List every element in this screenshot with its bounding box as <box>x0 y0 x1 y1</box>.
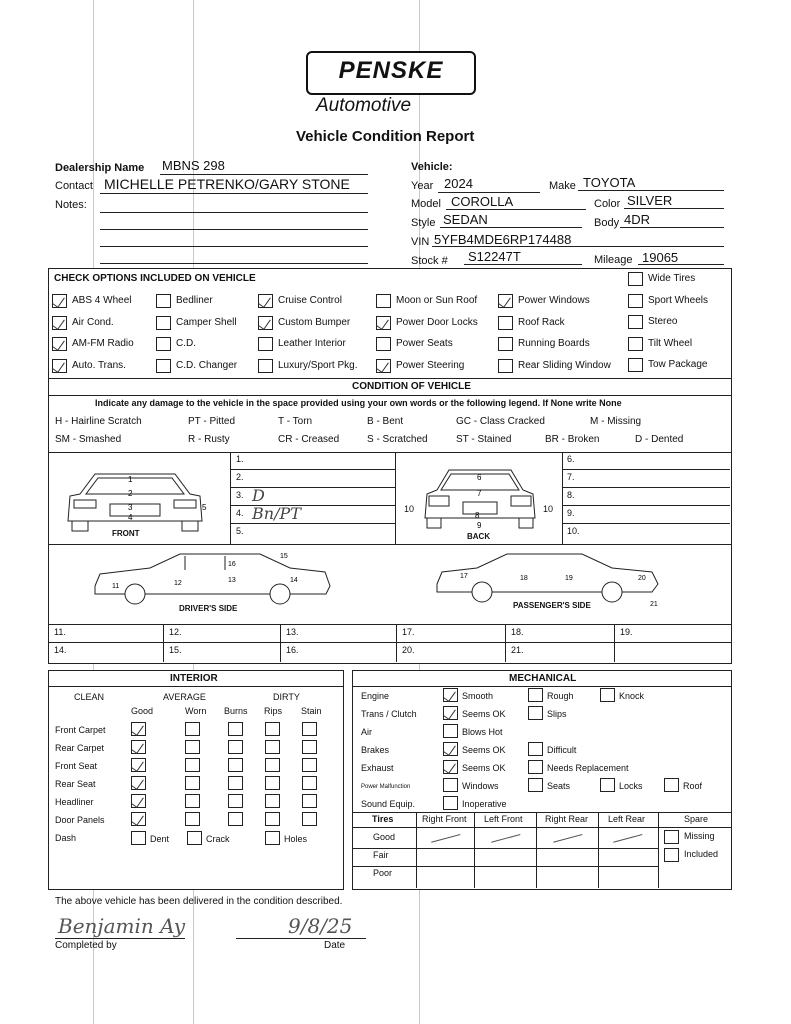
svg-text:8: 8 <box>475 511 480 520</box>
damage-entry: Bn/PT <box>252 504 301 523</box>
option-label-power-steering: Power Steering <box>396 359 465 371</box>
damage-cell: 12. <box>169 627 182 637</box>
svg-text:15: 15 <box>280 553 288 560</box>
tires-header: Spare <box>684 814 709 824</box>
damage-cell: 13. <box>286 627 299 637</box>
option-label-camper-shell: Camper Shell <box>176 316 237 328</box>
date-value: 9/8/25 <box>288 914 353 938</box>
mechanical-checkbox-smooth[interactable] <box>443 688 458 702</box>
interior-col-header: Burns <box>224 706 248 716</box>
legend-item: ST - Stained <box>456 434 512 445</box>
mechanical-row-trans-clutch: Trans / Clutch <box>361 709 417 719</box>
mechanical-row-brakes: Brakes <box>361 745 390 755</box>
option-checkbox-power-seats[interactable] <box>376 337 391 351</box>
option-checkbox-bedliner[interactable] <box>156 294 171 308</box>
interior-row-door-panels: Door Panels <box>55 815 105 825</box>
spare-checkbox-included[interactable] <box>664 848 679 862</box>
svg-text:3: 3 <box>128 503 133 512</box>
interior-checkbox[interactable] <box>228 812 243 826</box>
option-label-wide-tires: Wide Tires <box>648 273 696 284</box>
option-label-leather-interior: Leather Interior <box>278 338 346 350</box>
style-value: SEDAN <box>443 212 488 227</box>
contact-value: MICHELLE PETRENKO/GARY STONE <box>104 176 350 192</box>
mechanical-checkbox-seems-ok[interactable] <box>443 706 458 720</box>
legend-item: GC - Class Cracked <box>456 416 545 427</box>
svg-text:2: 2 <box>128 489 133 498</box>
interior-col-header: Good <box>131 706 154 716</box>
legend-item: PT - Pitted <box>188 416 236 427</box>
interior-checkbox[interactable] <box>228 740 243 754</box>
option-label-power-windows: Power Windows <box>518 295 590 306</box>
mechanical-checkbox-windows[interactable] <box>443 778 458 792</box>
damage-cell: 11. <box>54 627 66 637</box>
option-checkbox-power-door-locks[interactable] <box>376 316 391 330</box>
interior-checkbox[interactable] <box>265 776 280 790</box>
damage-line-number: 8. <box>567 490 575 500</box>
mechanical-checkbox-seems-ok[interactable] <box>443 742 458 756</box>
interior-row-front-seat: Front Seat <box>55 761 98 771</box>
option-checkbox-tilt-wheel[interactable] <box>628 337 643 351</box>
interior-checkbox[interactable] <box>228 776 243 790</box>
mechanical-checkbox-seems-ok[interactable] <box>443 760 458 774</box>
legend-item: R - Rusty <box>188 434 230 445</box>
mechanical-checkbox-difficult[interactable] <box>528 742 543 756</box>
interior-row-dash: Dash <box>55 833 77 843</box>
interior-checkbox[interactable] <box>131 758 146 772</box>
tire-row-good: Good <box>373 832 396 842</box>
spare-checkbox-missing[interactable] <box>664 830 679 844</box>
stock-value: S12247T <box>468 249 521 264</box>
option-checkbox-moon-or-sun-roof[interactable] <box>376 294 391 308</box>
interior-checkbox[interactable] <box>228 722 243 736</box>
marker-10-left: 10 <box>404 504 415 514</box>
svg-text:12: 12 <box>174 580 182 587</box>
vin-value: 5YFB4MDE6RP174488 <box>434 232 572 247</box>
back-label: BACK <box>467 532 491 541</box>
tire-row-fair: Fair <box>373 850 389 860</box>
option-checkbox-stereo[interactable] <box>628 315 643 329</box>
interior-col-header: Rips <box>264 706 283 716</box>
damage-cell: 18. <box>511 627 524 637</box>
svg-text:18: 18 <box>520 575 528 582</box>
tires-header: Left Front <box>484 814 523 824</box>
damage-cell: 21. <box>511 645 524 655</box>
color-value: SILVER <box>627 193 673 208</box>
notes-label: Notes: <box>55 199 87 211</box>
interior-checkbox[interactable] <box>131 794 146 808</box>
interior-row-rear-seat: Rear Seat <box>55 779 96 789</box>
option-checkbox-air-cond[interactable] <box>52 316 67 330</box>
damage-line-number: 2. <box>236 472 244 482</box>
interior-checkbox[interactable] <box>131 812 146 826</box>
option-checkbox-auto-trans[interactable] <box>52 359 67 373</box>
contact-label: Contact <box>55 180 93 192</box>
option-checkbox-leather-interior[interactable] <box>258 337 273 351</box>
option-label-am-fm-radio: AM-FM Radio <box>72 338 134 350</box>
color-label: Color <box>594 198 621 210</box>
options-header: CHECK OPTIONS INCLUDED ON VEHICLE <box>54 273 256 284</box>
spare-option-label: Included <box>684 849 719 859</box>
interior-checkbox[interactable] <box>185 758 200 772</box>
svg-text:1: 1 <box>128 475 133 484</box>
interior-checkbox[interactable] <box>185 812 200 826</box>
tires-header: Left Rear <box>608 814 646 824</box>
svg-text:11: 11 <box>112 583 120 590</box>
option-checkbox-custom-bumper[interactable] <box>258 316 273 330</box>
damage-cell: 17. <box>402 627 415 637</box>
interior-checkbox[interactable] <box>302 758 317 772</box>
mechanical-checkbox-needs-replacement[interactable] <box>528 760 543 774</box>
vehicle-label: Vehicle: <box>411 161 453 173</box>
mechanical-checkbox-roof[interactable] <box>664 778 679 792</box>
interior-checkbox[interactable] <box>131 722 146 736</box>
option-checkbox-am-fm-radio[interactable] <box>52 337 67 351</box>
dash-checkbox-holes[interactable] <box>265 831 280 845</box>
option-checkbox-c-d-changer[interactable] <box>156 359 171 373</box>
year-value: 2024 <box>444 176 473 191</box>
svg-text:6: 6 <box>477 473 482 482</box>
option-checkbox-cruise-control[interactable] <box>258 294 273 308</box>
make-label: Make <box>549 180 576 192</box>
model-label: Model <box>411 198 441 210</box>
interior-row-headliner: Headliner <box>55 797 94 807</box>
option-checkbox-camper-shell[interactable] <box>156 316 171 330</box>
style-label: Style <box>411 217 436 229</box>
option-label-roof-rack: Roof Rack <box>518 316 565 328</box>
interior-checkbox[interactable] <box>302 722 317 736</box>
mechanical-option-label: Seems OK <box>462 709 506 719</box>
body-value: 4DR <box>624 212 651 227</box>
interior-checkbox[interactable] <box>228 758 243 772</box>
legend-item: D - Dented <box>635 434 684 445</box>
interior-checkbox[interactable] <box>265 794 280 808</box>
brand-name: PENSKE <box>338 57 444 84</box>
model-value: COROLLA <box>451 194 514 209</box>
option-label-abs-4-wheel: ABS 4 Wheel <box>72 295 132 306</box>
interior-checkbox[interactable] <box>302 776 317 790</box>
mechanical-checkbox-knock[interactable] <box>600 688 615 702</box>
option-label-air-cond: Air Cond. <box>72 316 114 328</box>
option-checkbox-tow-package[interactable] <box>628 358 643 372</box>
driver-side-label: DRIVER'S SIDE <box>179 604 238 613</box>
mechanical-checkbox-rough[interactable] <box>528 688 543 702</box>
legend-item: S - Scratched <box>367 434 428 445</box>
mechanical-row-power-malfunction: Power Malfunction <box>361 784 411 790</box>
interior-checkbox[interactable] <box>302 794 317 808</box>
damage-line-number: 6. <box>567 454 575 464</box>
brand-sub: Automotive <box>316 95 412 116</box>
dash-option-label: Crack <box>206 834 230 844</box>
date-label: Date <box>324 940 346 951</box>
dealer-name-label: Dealership Name <box>55 162 145 174</box>
damage-line-number: 5. <box>236 526 244 536</box>
legend-item: H - Hairline Scratch <box>55 416 142 427</box>
option-checkbox-running-boards[interactable] <box>498 337 513 351</box>
body-label: Body <box>594 217 620 229</box>
svg-text:16: 16 <box>228 561 236 568</box>
option-label-c-d: C.D. <box>176 338 196 350</box>
option-checkbox-power-steering[interactable] <box>376 359 391 373</box>
mechanical-checkbox-seats[interactable] <box>528 778 543 792</box>
dealer-name-value: MBNS 298 <box>162 158 225 173</box>
svg-text:19: 19 <box>565 575 573 582</box>
interior-checkbox[interactable] <box>302 740 317 754</box>
car-driver-side-diagram <box>90 550 335 606</box>
interior-checkbox[interactable] <box>185 776 200 790</box>
mechanical-checkbox-blows-hot[interactable] <box>443 724 458 738</box>
front-label: FRONT <box>112 529 140 538</box>
interior-scale-label: AVERAGE <box>163 692 206 702</box>
damage-entry: D <box>252 486 265 505</box>
interior-checkbox[interactable] <box>265 740 280 754</box>
delivery-statement: The above vehicle has been delivered in the condition described. <box>55 896 343 907</box>
condition-header: CONDITION OF VEHICLE <box>352 381 471 392</box>
option-label-running-boards: Running Boards <box>518 338 590 350</box>
option-label-power-door-locks: Power Door Locks <box>396 316 478 328</box>
interior-checkbox[interactable] <box>185 740 200 754</box>
condition-instructions: Indicate any damage to the vehicle in the space provided using your own words or the following legend. If None write None <box>95 398 622 408</box>
option-checkbox-wide-tires[interactable] <box>628 272 643 286</box>
option-label-tow-package: Tow Package <box>648 359 708 371</box>
mechanical-option-label: Slips <box>547 709 567 719</box>
car-passenger-side-diagram <box>432 550 664 606</box>
signature: Benjamin Ay <box>58 914 186 938</box>
svg-text:13: 13 <box>228 577 236 584</box>
svg-text:17: 17 <box>460 573 468 580</box>
tires-header: Tires <box>372 814 394 824</box>
marker-10-right: 10 <box>543 504 554 514</box>
mechanical-option-label: Seats <box>547 781 571 791</box>
option-label-power-seats: Power Seats <box>396 338 453 350</box>
option-checkbox-roof-rack[interactable] <box>498 316 513 330</box>
mechanical-checkbox-inoperative[interactable] <box>443 796 458 810</box>
option-checkbox-rear-sliding-window[interactable] <box>498 359 513 373</box>
legend-item: B - Bent <box>367 416 404 427</box>
mechanical-option-label: Roof <box>683 781 703 791</box>
option-label-bedliner: Bedliner <box>176 295 213 306</box>
interior-checkbox[interactable] <box>265 812 280 826</box>
legend-item: SM - Smashed <box>55 434 122 445</box>
mileage-value: 19065 <box>642 250 679 265</box>
interior-scale-label: CLEAN <box>74 692 105 702</box>
option-checkbox-sport-wheels[interactable] <box>628 294 643 308</box>
mechanical-row-engine: Engine <box>361 691 390 701</box>
interior-checkbox[interactable] <box>265 722 280 736</box>
spare-option-label: Missing <box>684 831 715 841</box>
dash-option-label: Dent <box>150 834 170 844</box>
interior-checkbox[interactable] <box>302 812 317 826</box>
option-label-rear-sliding-window: Rear Sliding Window <box>518 359 611 371</box>
svg-text:14: 14 <box>290 577 298 584</box>
stock-label: Stock # <box>411 255 448 267</box>
mechanical-checkbox-slips[interactable] <box>528 706 543 720</box>
damage-cell: 14. <box>54 645 67 655</box>
mechanical-option-label: Windows <box>462 781 499 791</box>
interior-header: INTERIOR <box>170 673 218 684</box>
legend-item: T - Torn <box>278 416 313 427</box>
mechanical-option-label: Difficult <box>547 745 577 755</box>
make-value: TOYOTA <box>583 175 636 190</box>
mechanical-option-label: Seems OK <box>462 763 506 773</box>
interior-col-header: Stain <box>301 706 322 716</box>
damage-line-number: 10. <box>567 526 580 536</box>
interior-scale-label: DIRTY <box>273 692 300 702</box>
mechanical-header: MECHANICAL <box>509 673 577 684</box>
svg-text:7: 7 <box>477 489 482 498</box>
option-label-auto-trans: Auto. Trans. <box>72 359 126 371</box>
damage-cell: 20. <box>402 645 415 655</box>
mileage-label: Mileage <box>594 254 633 266</box>
svg-text:20: 20 <box>638 575 646 582</box>
option-label-tilt-wheel: Tilt Wheel <box>648 337 693 349</box>
interior-checkbox[interactable] <box>265 758 280 772</box>
legend-item: M - Missing <box>590 416 642 427</box>
mechanical-option-label: Locks <box>619 781 643 791</box>
interior-row-rear-carpet: Rear Carpet <box>55 743 105 753</box>
vin-label: VIN <box>411 236 430 248</box>
option-label-luxury-sport-pkg: Luxury/Sport Pkg. <box>278 359 358 371</box>
damage-line-number: 4. <box>236 508 244 518</box>
interior-checkbox[interactable] <box>185 794 200 808</box>
option-label-stereo: Stereo <box>648 316 678 328</box>
car-front-diagram <box>60 466 210 538</box>
interior-col-header: Worn <box>185 706 207 716</box>
mechanical-option-label: Rough <box>547 691 574 701</box>
damage-line-number: 9. <box>567 508 575 518</box>
damage-line-number: 7. <box>567 472 575 482</box>
mechanical-option-label: Blows Hot <box>462 727 503 737</box>
tire-row-poor: Poor <box>373 868 393 878</box>
option-label-moon-or-sun-roof: Moon or Sun Roof <box>396 295 478 306</box>
interior-checkbox[interactable] <box>228 794 243 808</box>
page-title: Vehicle Condition Report <box>296 128 475 145</box>
svg-text:21: 21 <box>650 601 658 606</box>
mechanical-option-label: Seems OK <box>462 745 506 755</box>
interior-checkbox[interactable] <box>185 722 200 736</box>
tires-header: Right Rear <box>545 814 589 824</box>
tires-header: Right Front <box>422 814 467 824</box>
mechanical-row-exhaust: Exhaust <box>361 763 394 773</box>
mechanical-option-label: Knock <box>619 691 645 701</box>
svg-text:4: 4 <box>128 513 133 522</box>
mechanical-option-label: Smooth <box>462 691 494 701</box>
damage-cell: 19. <box>620 627 633 637</box>
passenger-side-label: PASSENGER'S SIDE <box>513 601 591 610</box>
car-back-diagram <box>415 466 545 532</box>
option-checkbox-c-d[interactable] <box>156 337 171 351</box>
damage-line-number: 1. <box>236 454 244 464</box>
svg-text:5: 5 <box>202 503 207 512</box>
option-label-custom-bumper: Custom Bumper <box>278 316 351 328</box>
damage-line-number: 3. <box>236 490 244 500</box>
option-label-cruise-control: Cruise Control <box>278 295 342 306</box>
interior-row-front-carpet: Front Carpet <box>55 725 106 735</box>
mechanical-row-air: Air <box>361 727 372 737</box>
option-checkbox-luxury-sport-pkg[interactable] <box>258 359 273 373</box>
option-checkbox-power-windows[interactable] <box>498 294 513 308</box>
interior-checkbox[interactable] <box>131 776 146 790</box>
legend-item: CR - Creased <box>278 434 340 445</box>
dash-checkbox-crack[interactable] <box>187 831 202 845</box>
interior-checkbox[interactable] <box>131 740 146 754</box>
mechanical-option-label: Needs Replacement <box>547 763 629 773</box>
svg-text:9: 9 <box>477 521 482 530</box>
damage-cell: 15. <box>169 645 182 655</box>
option-label-c-d-changer: C.D. Changer <box>176 359 238 371</box>
mechanical-checkbox-locks[interactable] <box>600 778 615 792</box>
option-label-sport-wheels: Sport Wheels <box>648 294 709 306</box>
damage-cell: 16. <box>286 645 299 655</box>
mechanical-row-sound-equip: Sound Equip. <box>361 799 416 809</box>
dash-option-label: Holes <box>284 834 308 844</box>
option-checkbox-abs-4-wheel[interactable] <box>52 294 67 308</box>
mechanical-option-label: Inoperative <box>462 799 507 809</box>
year-label: Year <box>411 180 434 192</box>
dash-checkbox-dent[interactable] <box>131 831 146 845</box>
completed-by-label: Completed by <box>55 940 117 951</box>
legend-item: BR - Broken <box>545 434 600 445</box>
